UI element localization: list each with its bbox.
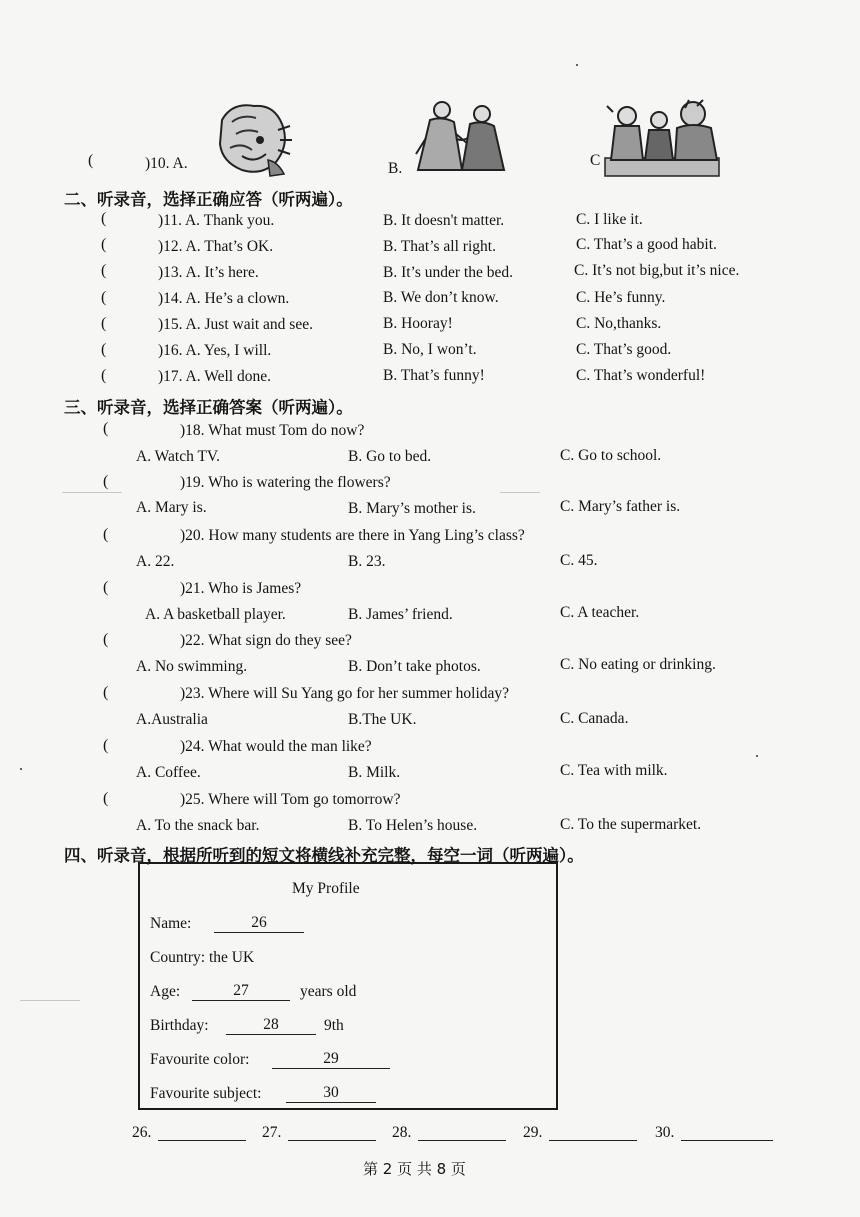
age-suffix: years old <box>300 983 357 1000</box>
q15-option-c: C. No,thanks. <box>576 315 662 332</box>
color-label: Favourite color: <box>150 1051 250 1068</box>
q23-option-c: C. Canada. <box>560 710 629 727</box>
q20-option-a: A. 22. <box>136 553 175 570</box>
q19-question: )19. Who is watering the flowers? <box>180 474 391 491</box>
q19-option-b: B. Mary’s mother is. <box>348 500 476 517</box>
subject-label: Favourite subject: <box>150 1085 262 1102</box>
birthday-suffix: 9th <box>324 1017 344 1034</box>
q15-option-a: )15. A. Just wait and see. <box>158 316 313 333</box>
q22-option-b: B. Don’t take photos. <box>348 658 481 675</box>
q23-paren: ( <box>103 684 109 701</box>
q15-paren: ( <box>101 315 107 332</box>
q11-option-b: B. It doesn't matter. <box>383 212 505 229</box>
q22-question: )22. What sign do they see? <box>180 632 352 649</box>
q22-option-c: C. No eating or drinking. <box>560 656 716 673</box>
q19-paren: ( <box>103 473 109 490</box>
scan-line <box>62 492 122 493</box>
q12-option-b: B. That’s all right. <box>383 238 496 255</box>
q18-question: )18. What must Tom do now? <box>180 422 365 439</box>
q11-option-c: C. I like it. <box>576 211 643 228</box>
q25-option-a: A. To the snack bar. <box>136 817 260 834</box>
scan-line <box>20 1000 80 1001</box>
q14-option-b: B. We don’t know. <box>383 289 499 306</box>
group-drawing-icon <box>603 98 721 178</box>
answer-label-27: 27. <box>262 1124 282 1141</box>
q12-option-c: C. That’s a good habit. <box>576 236 717 253</box>
q16-paren: ( <box>101 341 107 358</box>
section4-heading: 四、听录音，根据所听到的短文将横线补充完整，每空一词（听两遍）。 <box>64 846 584 865</box>
two-people-drawing-icon <box>412 98 510 174</box>
q10-option-c: C <box>590 152 601 169</box>
q20-paren: ( <box>103 526 109 543</box>
q22-option-a: A. No swimming. <box>136 658 248 675</box>
q19-option-c: C. Mary’s father is. <box>560 498 681 515</box>
q17-option-a: )17. A. Well done. <box>158 368 271 385</box>
q25-question: )25. Where will Tom go tomorrow? <box>180 791 401 808</box>
q20-question: )20. How many students are there in Yang Ling’s class? <box>180 527 525 544</box>
answer-label-30: 30. <box>655 1124 675 1141</box>
scan-line <box>500 492 540 493</box>
q12-paren: ( <box>101 236 107 253</box>
answer-label-29: 29. <box>523 1124 543 1141</box>
name-label: Name: <box>150 915 192 932</box>
q24-paren: ( <box>103 737 109 754</box>
section2-heading: 二、听录音，选择正确应答（听两遍）。 <box>64 190 353 209</box>
country-line: Country: the UK <box>150 949 255 966</box>
q21-paren: ( <box>103 579 109 596</box>
q11-option-a: )11. A. Thank you. <box>158 212 275 229</box>
q21-option-a: A. A basketball player. <box>145 606 286 623</box>
q25-option-c: C. To the supermarket. <box>560 816 702 833</box>
answer-line-27 <box>288 1140 376 1141</box>
q23-question: )23. Where will Su Yang go for her summer holiday? <box>180 685 510 702</box>
q17-option-b: B. That’s funny! <box>383 367 485 384</box>
q14-option-c: C. He’s funny. <box>576 289 666 306</box>
q16-option-c: C. That’s good. <box>576 341 672 358</box>
scan-speck <box>756 755 758 757</box>
q10-paren: ( <box>88 152 94 169</box>
q21-option-c: C. A teacher. <box>560 604 640 621</box>
q14-option-a: )14. A. He’s a clown. <box>158 290 290 307</box>
subject-blank: 30 <box>286 1084 376 1103</box>
q25-option-b: B. To Helen’s house. <box>348 817 478 834</box>
q13-option-b: B. It’s under the bed. <box>383 264 514 281</box>
q24-option-b: B. Milk. <box>348 764 401 781</box>
q25-paren: ( <box>103 790 109 807</box>
profile-box <box>138 862 558 1110</box>
q14-paren: ( <box>101 289 107 306</box>
q17-paren: ( <box>101 367 107 384</box>
q15-option-b: B. Hooray! <box>383 315 453 332</box>
q22-paren: ( <box>103 631 109 648</box>
q13-option-c: C. It’s not big,but it’s nice. <box>574 262 740 279</box>
color-blank: 29 <box>272 1050 390 1069</box>
q20-option-b: B. 23. <box>348 553 386 570</box>
profile-title: My Profile <box>292 880 360 897</box>
q21-question: )21. Who is James? <box>180 580 302 597</box>
age-label: Age: <box>150 983 181 1000</box>
q13-option-a: )13. A. It’s here. <box>158 264 259 281</box>
q24-question: )24. What would the man like? <box>180 738 372 755</box>
q17-option-c: C. That’s wonderful! <box>576 367 706 384</box>
q12-option-a: )12. A. That’s OK. <box>158 238 274 255</box>
scan-speck <box>20 768 22 770</box>
answer-line-30 <box>681 1140 773 1141</box>
q16-option-b: B. No, I won’t. <box>383 341 477 358</box>
q23-option-b: B.The UK. <box>348 711 417 728</box>
cartoon-face-icon <box>212 100 296 178</box>
answer-line-26 <box>158 1140 246 1141</box>
q10-option-b: B. <box>388 160 403 177</box>
q19-option-a: A. Mary is. <box>136 499 207 516</box>
page-number: 第 2 页 共 8 页 <box>363 1160 466 1178</box>
q18-option-c: C. Go to school. <box>560 447 662 464</box>
answer-line-29 <box>549 1140 637 1141</box>
q24-option-a: A. Coffee. <box>136 764 201 781</box>
answer-label-28: 28. <box>392 1124 412 1141</box>
q18-option-b: B. Go to bed. <box>348 448 432 465</box>
q13-paren: ( <box>101 262 107 279</box>
birthday-blank: 28 <box>226 1016 316 1035</box>
answer-label-26: 26. <box>132 1124 152 1141</box>
age-blank: 27 <box>192 982 290 1001</box>
q23-option-a: A.Australia <box>136 711 208 728</box>
scan-speck <box>576 64 578 66</box>
q18-paren: ( <box>103 420 109 437</box>
q21-option-b: B. James’ friend. <box>348 606 453 623</box>
q10-label: )10. A. <box>145 155 188 172</box>
q24-option-c: C. Tea with milk. <box>560 762 668 779</box>
q18-option-a: A. Watch TV. <box>136 448 221 465</box>
q16-option-a: )16. A. Yes, I will. <box>158 342 272 359</box>
birthday-label: Birthday: <box>150 1017 209 1034</box>
name-blank: 26 <box>214 914 304 933</box>
q11-paren: ( <box>101 210 107 227</box>
q20-option-c: C. 45. <box>560 552 598 569</box>
answer-line-28 <box>418 1140 506 1141</box>
section3-heading: 三、听录音，选择正确答案（听两遍）。 <box>64 398 353 417</box>
